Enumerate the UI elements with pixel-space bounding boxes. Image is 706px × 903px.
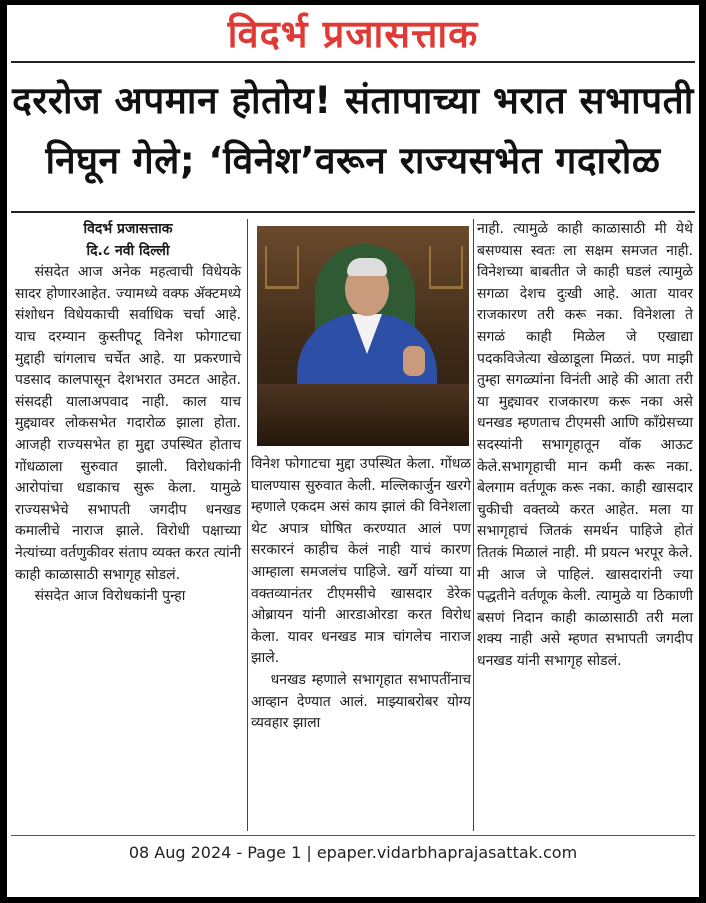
article-paragraph: संसदेत आज विरोधकांनी पुन्हा — [34, 588, 186, 605]
speaker-hand — [403, 346, 425, 376]
article-paragraph: नाही. त्यामुळे काही काळासाठी मी येथे बसण्यास स्वतः ला सक्षम समजत नाही. विनेशच्या बाबतीत जे काही घडलं त्यामुळे सगळा देशच दुःखी आहे. आता यावर राजकारण तरी करू नका. विनेशला ते सगळं काही मिळेल जे एखाद्या पदकविजेत्या खेळाडूला मिळतं. पण माझी तुम्हा सगळ्यांना विनंती आहे की आता तरी या मुद्द्यावर राजकारण करू नका असे धनखड म्हणताच टीएमसी आणि काँग्रेसच्या सदस्यांनी सभागृहातून वॉक आऊट केले.सभागृहाची मान कमी करू नका. बेलगाम वर्तणूक करू नका. काही खासदार चुकीची वक्तव्ये करत आहेत. मला या सभागृहाचं जितकं समर्थन पाहिजे होतं तितकं मिळालं नाही. मी प्रयत्न भरपूर केले. मी आज जे पाहिलं. खासदारांनी ज्या पद्धतीने वर्तणूक केली. त्यामुळे या ठिकाणी बसणं निदान काही काळासाठी तरी मला शक्य नाही असे म्हणत सभापती जगदीप धनखड यांनी सभागृह सोडलं. — [477, 221, 693, 669]
chairman-photo — [257, 226, 469, 446]
speaker-hair — [347, 258, 387, 276]
article-column-1 — [15, 219, 241, 608]
scales-emblem — [429, 246, 463, 289]
headline-rule — [11, 211, 695, 213]
dateline-source: विदर्भ प्रजासत्ताक — [83, 221, 173, 237]
dateline-place: दि.८ नवी दिल्ली — [86, 242, 170, 259]
scales-emblem — [265, 246, 299, 289]
article-paragraph: संसदेत आज अनेक महत्वाची विधेयके सादर होणारआहेत. ज्यामध्ये वक्फ ॲक्टमध्ये संशोधन विधेयकाची सर्वाधिक चर्चा आहे. याच दरम्यान कुस्तीपटू विनेश फोगाटचा मुद्दाही चांगलाच चर्चेत आहे. या प्रकरणाचे पडसाद कालपासून देशभरात उमटत आहेत. संसदही यालाअपवाद नाही. काल याच मुद्द्यावर लोकसभेत गदारोळ झाला होता. आजही राज्यसभेत हा मुद्दा उपस्थित होताच गोंधळाला सुरुवात झाली. विरोधकांनी आरोपांचा धडाकाच सुरू केला. यामुळे राज्यसभेचे सभापती जगदीप धनखड कमालीचे नाराज झाले. विरोधी पक्षाच्या नेत्यांच्या वर्तणुकीवर संताप व्यक्त करत त्यांनी काही काळासाठी सभागृह सोडलं. — [15, 264, 241, 583]
column-divider — [473, 219, 474, 831]
headline-line-1: दररोज अपमान होतोय! संतापाच्या भरात सभापती — [12, 79, 694, 122]
footer-rule — [11, 835, 695, 836]
article-column-2 — [251, 454, 471, 735]
masthead: विदर्भ प्रजासत्ताक — [227, 12, 479, 56]
masthead-rule — [11, 61, 695, 63]
headline — [7, 71, 699, 191]
article-paragraph: धनखड म्हणाले सभागृहात सभापतींनाच आव्हान देण्यात आलं. माझ्याबरोबर योग्य व्यवहार झाला — [251, 671, 471, 732]
newspaper-page — [7, 5, 699, 897]
speaker-desk — [257, 384, 469, 446]
article-column-3 — [477, 219, 693, 672]
headline-line-2: निघून गेले; ‘विनेश’वरून राज्यसभेत गदारोळ — [45, 139, 661, 182]
column-divider — [247, 219, 248, 831]
article-paragraph: विनेश फोगाटचा मुद्दा उपस्थित केला. गोंधळ घालण्यास सुरुवात केली. मल्लिकार्जुन खरगे म्हणाले एकदम असं काय झालं की विनेशला थेट अपात्र घोषित करण्यात आलं पण सरकारनं काहीच केलं नाही याचं कारण आम्हाला समजलंच पाहिजे. खर्गे यांच्या या वक्तव्यानंतर टीएमसीचे खासदार डेरेक ओब्रायन यांनी आरडाओरडा करत विरोध केला. यावर धनखड मात्र चांगलेच नाराज झाले. — [251, 456, 471, 667]
footer-info[interactable]: 08 Aug 2024 - Page 1 | epaper.vidarbhaprajasattak.com — [128, 843, 578, 862]
